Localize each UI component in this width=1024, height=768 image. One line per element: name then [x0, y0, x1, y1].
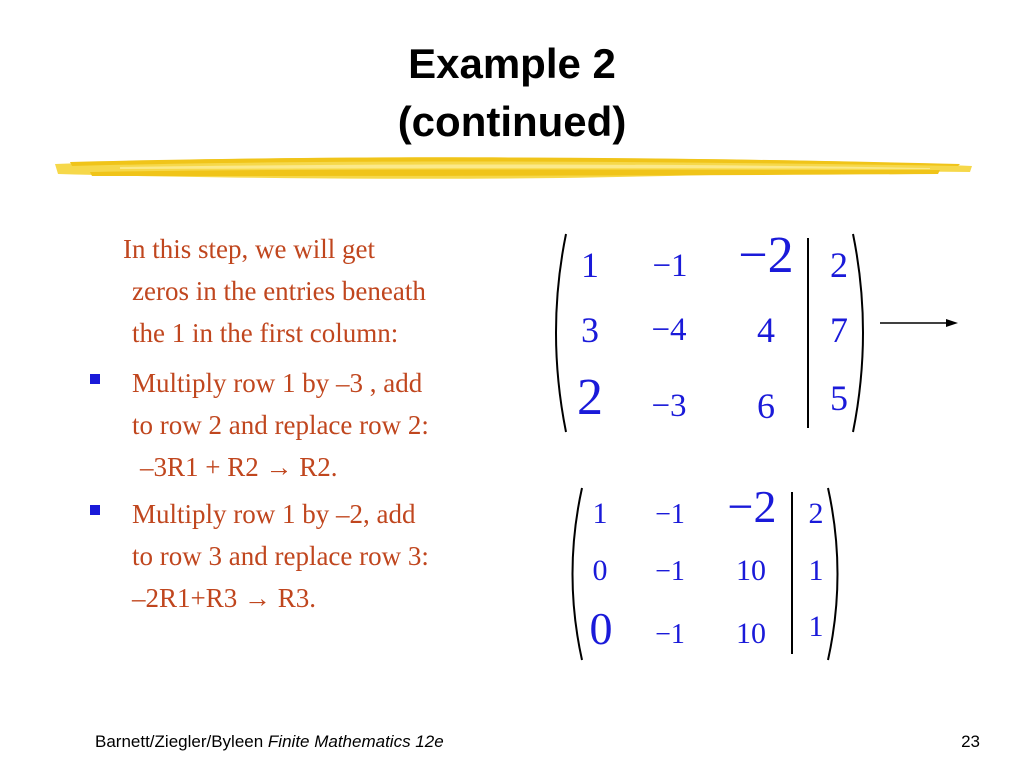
matrix-cell: 7 — [830, 310, 848, 350]
matrix-cell: 1 — [592, 497, 608, 530]
matrix-cell: −1 — [655, 556, 685, 587]
matrix-cell: 10 — [736, 554, 766, 587]
slide-title-line-1: Example 2 — [408, 40, 616, 87]
slide-title-line-2: (continued) — [397, 98, 627, 145]
footer-citation — [95, 732, 444, 752]
footer-authors: Barnett/Ziegler/Byleen — [95, 732, 268, 751]
matrix-cell: 10 — [736, 617, 766, 650]
matrix-cell: 0 — [592, 554, 608, 587]
bullet-line: Multiply row 1 by –3 , add — [132, 368, 423, 398]
matrix-cell: −2 — [738, 227, 794, 284]
matrix-cell: 2 — [577, 369, 603, 426]
footer-book-title: Finite Mathematics 12e — [267, 732, 444, 751]
intro-line: In this step, we will get — [123, 234, 375, 264]
slide-page-number: 23 — [961, 732, 980, 751]
matrix-cell: −1 — [652, 248, 688, 284]
matrix-cell: 0 — [589, 603, 613, 654]
matrix-cell: 1 — [581, 245, 599, 285]
bullet-line: Multiply row 1 by –2, add — [132, 499, 416, 529]
intro-line: the 1 in the first column: — [132, 318, 399, 348]
matrix-cell: −4 — [651, 312, 687, 348]
intro-line: zeros in the entries beneath — [132, 276, 426, 306]
bullet-line: to row 3 and replace row 3: — [132, 541, 429, 571]
bullet-line: to row 2 and replace row 2: — [132, 410, 429, 440]
matrix-cell: −1 — [655, 499, 685, 530]
matrix-cell: 3 — [581, 310, 599, 350]
matrix-cell: 2 — [808, 497, 824, 530]
matrix-cell: −3 — [651, 388, 687, 424]
bullet-line: –2R1+R3 → R3. — [132, 583, 317, 613]
matrix-cell: −2 — [727, 481, 777, 532]
matrix-cell: 6 — [757, 386, 775, 426]
matrix-cell: 5 — [830, 378, 848, 418]
matrix-cell: 1 — [808, 610, 824, 643]
matrix-cell: −1 — [655, 619, 685, 650]
matrix-cell: 1 — [808, 554, 824, 587]
matrix-cell: 4 — [757, 310, 775, 350]
matrix-cell: 2 — [830, 245, 848, 285]
bullet-line: –3R1 + R2 → R2. — [140, 452, 338, 482]
